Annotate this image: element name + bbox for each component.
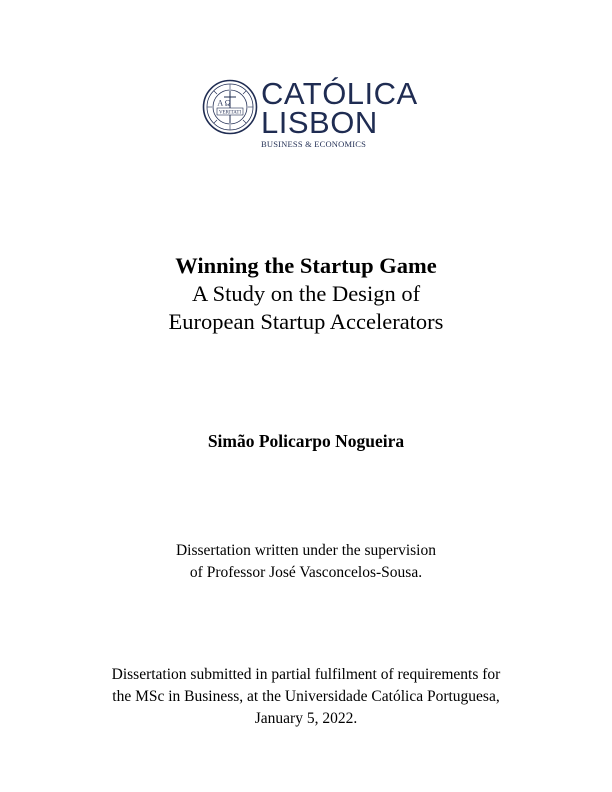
- logo-wordmark: [261, 76, 418, 149]
- subtitle-line-2: European Startup Accelerators: [168, 309, 444, 334]
- submission-date: January 5, 2022.: [254, 710, 358, 727]
- subtitle-line-1: A Study on the Design of: [191, 281, 421, 306]
- supervision-statement: [0, 540, 612, 584]
- university-logo: [202, 76, 418, 151]
- seal-motto: VERITATI: [218, 110, 242, 116]
- logo-line-1: CATÓLICA: [261, 76, 418, 111]
- supervision-line-2: of Professor José Vasconcelos-Sousa.: [189, 564, 423, 581]
- logo-subline: BUSINESS & ECONOMICS: [261, 139, 367, 149]
- title-block: [0, 252, 612, 336]
- supervision-line-1: Dissertation written under the supervision: [175, 542, 436, 559]
- author-name: Simão Policarpo Nogueira: [207, 431, 405, 451]
- submission-line-2: the MSc in Business, at the Universidade Católica Portuguesa,: [112, 688, 500, 705]
- logo-line-2: LISBON: [261, 105, 378, 140]
- university-seal-icon: [202, 79, 258, 135]
- dissertation-title: Winning the Startup Game: [175, 253, 437, 278]
- seal-letters: A Ω: [217, 98, 231, 108]
- submission-line-1: Dissertation submitted in partial fulfilment of requirements for: [111, 666, 501, 683]
- submission-statement: [0, 664, 612, 730]
